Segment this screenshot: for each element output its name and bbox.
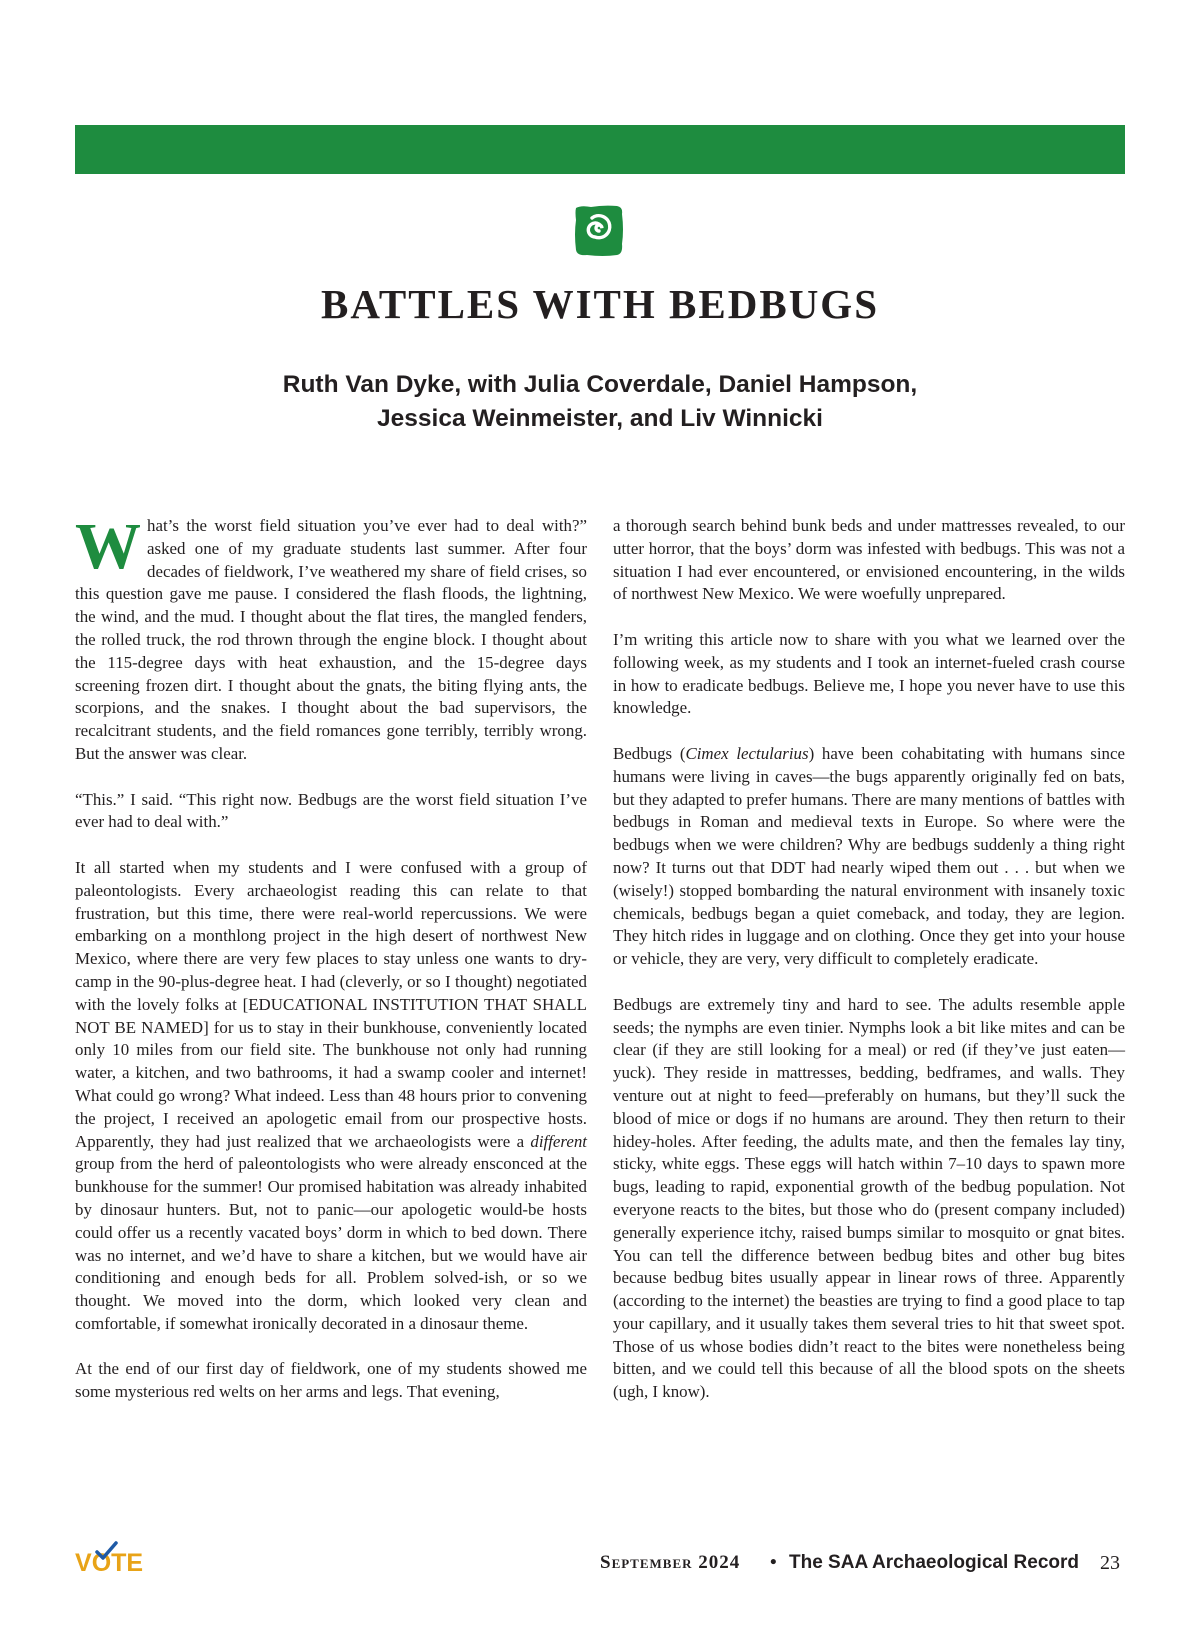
issue-date: September 2024 — [600, 1552, 741, 1573]
paragraph-6: I’m writing this article now to share with you what we learned over the following week, as my students and I took an internet-fueled crash course in how to eradicate bedbugs. Believe me, I hope you never have to use this knowledge. — [613, 629, 1125, 718]
right-column — [613, 515, 1125, 1427]
authors-line-1: Ruth Van Dyke, with Julia Coverdale, Daniel Hampson, — [282, 371, 918, 398]
left-column — [75, 510, 587, 1427]
spiral-icon — [573, 204, 625, 258]
vote-letter-o-wrap — [92, 1549, 111, 1578]
paragraph-4: At the end of our first day of fieldwork, one of my students showed me some mysterious red welts on her arms and legs. That evening, — [75, 1359, 587, 1402]
header-color-band — [75, 125, 1125, 174]
emphasis-species-name: Cimex lectularius — [685, 743, 809, 763]
paragraph-7 — [613, 743, 1125, 971]
paragraph-3 — [75, 857, 587, 1336]
paragraph-2: “This.” I said. “This right now. Bedbugs are the worst field situation I’ve ever had to deal with.” — [75, 789, 587, 832]
vote-letter-o: O — [91, 1549, 112, 1577]
vote-logo — [75, 1549, 143, 1578]
checkmark-icon — [94, 1541, 118, 1561]
paragraph-1 — [75, 510, 587, 766]
paragraph-3-text-a: It all started when my students and I were confused with a group of paleontologists. Every archaeologist reading this can relate to that frustration, but this time, there were real-world repercussions. We were embarking on a monthlong project in the high desert of northwest New Mexico, where there are very few places to stay unless one wants to dry-camp in the 90-plus-degree heat. I had (cleverly, or so I thought) negotiated with the lovely folks at [EDUCATIONAL INSTITUTION THAT SHALL NOT BE NAMED] for us to stay in their bunkhouse, conveniently located only 10 miles from our field site. The bunkhouse not only had running water, a kitchen, and two bathrooms, it had a swamp cooler and internet! What could go wrong? What indeed. Less than 48 hours prior to convening the project, I received an apologetic email from our prospective hosts. Apparently, they had just realized that we archaeologists were a — [75, 857, 587, 1151]
vote-letters-te: TE — [111, 1549, 144, 1577]
page-number: 23 — [1100, 1552, 1120, 1574]
paragraph-8: Bedbugs are extremely tiny and hard to see. The adults resemble apple seeds; the nymphs are even tinier. Nymphs look a bit like mites and can be clear (if they are still looking for a meal) or red (if they’ve just eaten—yuck). They reside in mattresses, bedding, bedframes, and walls. They venture out at night to feed—preferably on humans, but they’ll suck the blood of mice or dogs if no humans are around. They then return to their hidey-holes. After feeding, the adults mate, and then the females lay tiny, sticky, white eggs. These eggs will hatch within 7–10 days to spawn more bugs, leading to rapid, exponential growth of the bedbug population. Not everyone reacts to the bites, but those who do (present company included) generally experience itchy, raised bumps similar to mosquito or gnat bites. You can tell the difference between bedbug bites and other bug bites because bedbug bites usually appear in linear rows of three. Apparently (according to the internet) the beasties are trying to find a good place to tap your capillary, and it usually takes them several tries to hit that sweet spot. Those of us whose bodies didn’t react to the bites were nonetheless being bitten, and we could tell this because of all the blood spots on the sheets (ugh, I know). — [613, 994, 1125, 1402]
authors-line-2: Jessica Weinmeister, and Liv Winnicki — [377, 405, 823, 432]
footer-separator: • — [770, 1552, 777, 1573]
journal-name: The SAA Archaeological Record — [789, 1552, 1079, 1573]
paragraph-1-text: hat’s the worst field situation you’ve ever had to deal with?” asked one of my graduate students last summer. After four decades of fieldwork, I’ve weathered my share of field crises, so this question gave me pause. I considered the flash floods, the lightning, the wind, and the mud. I thought about the flat tires, the mangled fenders, the rolled truck, the rod thrown through the engine block. I thought about the 115-degree days with heat exhaustion, and the 15-degree days screening frozen dirt. I thought about the gnats, the biting flying ants, the scorpions, and the snakes. I thought about the bad supervisors, the recalcitrant students, and the field romances gone terribly, terribly wrong. But the answer was clear. — [75, 516, 587, 763]
paragraph-7-text-a: Bedbugs ( — [613, 743, 686, 763]
paragraph-3-text-b: group from the herd of paleontologists who were already ensconced at the bunkhouse for the summer! Our promised habitation was already inhabited by dinosaur hunters. But, not to panic—our apologetic would-be hosts could offer us a recently vacated boys’ dorm in which to bed down. There was no internet, and we’d have to share a kitchen, but we would have air conditioning and enough beds for all. Problem solved-ish, or so we thought. We moved into the dorm, which looked very clean and comfortable, if somewhat ironically decorated in a dinosaur theme. — [75, 1154, 587, 1333]
drop-cap: W — [75, 510, 141, 583]
emphasis-different: different — [530, 1131, 587, 1151]
paragraph-7-text-b: ) have been cohabitating with humans since humans were living in caves—the bugs apparently originally fed on bats, but they adapted to prefer humans. There are many mentions of battles with bedbugs in Roman and medieval texts in Europe. So where were the bedbugs when we were children? Why are bedbugs suddenly a thing right now? It turns out that DDT had nearly wiped them out . . . but when we (wisely!) stopped bombarding the natural environment with insanely toxic chemicals, bedbugs began a quiet comeback, and today, they are legion. They hitch rides in luggage and on clothing. Once they get into your house or vehicle, they are very, very difficult to completely eradicate. — [613, 743, 1125, 969]
article-title: BATTLES WITH BEDBUGS — [320, 281, 879, 327]
paragraph-5: a thorough search behind bunk beds and under mattresses revealed, to our utter horror, that the boys’ dorm was infested with bedbugs. This was not a situation I had ever encountered, or envisioned encountering, in the wilds of northwest New Mexico. We were woefully unprepared. — [613, 516, 1125, 604]
author-list — [200, 368, 1000, 436]
vote-letter-v: V — [75, 1549, 92, 1577]
